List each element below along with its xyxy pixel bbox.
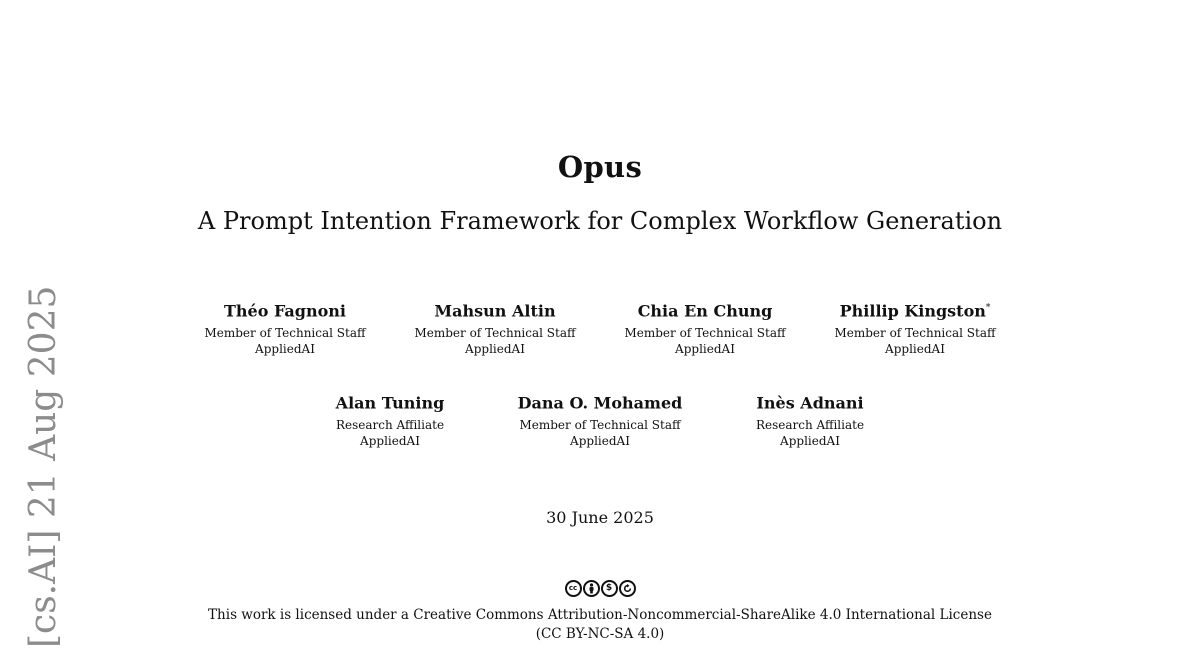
author-affiliation: AppliedAI [885, 342, 945, 357]
author-affiliation: AppliedAI [255, 342, 315, 357]
author-affiliation: AppliedAI [675, 342, 735, 357]
author-role: Member of Technical Staff [204, 326, 366, 341]
cc-license-badges [0, 580, 1200, 597]
sharealike-glyph [622, 583, 633, 594]
author-block [710, 390, 910, 449]
author-name: Inès Adnani [756, 393, 864, 413]
author-block [815, 298, 1015, 357]
author-affiliation: AppliedAI [465, 342, 525, 357]
author-name: Alan Tuning [335, 393, 445, 413]
author-name: Phillip Kingston* [839, 301, 991, 321]
author-block [290, 390, 490, 449]
author-block [605, 298, 805, 357]
author-role: Research Affiliate [335, 418, 445, 433]
author-role: Member of Technical Staff [414, 326, 576, 341]
author-role: Research Affiliate [755, 418, 865, 433]
author-block [185, 298, 385, 357]
author-name: Théo Fagnoni [223, 301, 346, 321]
author-name: Chia En Chung [637, 301, 773, 321]
author-role: Member of Technical Staff [834, 326, 996, 341]
paper-subtitle: A Prompt Intention Framework for Complex Workflow Generation [197, 207, 1003, 235]
arxiv-side-stamp: [cs.AI] 21 Aug 2025 [23, 285, 64, 648]
sharealike-icon [619, 580, 636, 597]
license-text: This work is licensed under a Creative Commons Attribution-Noncommercial-ShareAlike 4.0 International License [208, 607, 992, 623]
author-affiliation: AppliedAI [780, 434, 840, 449]
author-role: Member of Technical Staff [519, 418, 681, 433]
author-affiliation: AppliedAI [570, 434, 630, 449]
corresponding-author-mark: * [985, 303, 991, 313]
publication-date: 30 June 2025 [546, 508, 654, 527]
license-abbrev: (CC BY-NC-SA 4.0) [535, 626, 665, 642]
noncommercial-icon: $ [601, 580, 618, 597]
author-affiliation: AppliedAI [360, 434, 420, 449]
person-glyph [587, 583, 596, 594]
author-role: Member of Technical Staff [624, 326, 786, 341]
license-notice [0, 606, 1200, 644]
author-name: Mahsun Altin [434, 301, 556, 321]
author-name: Dana O. Mohamed [517, 393, 683, 413]
author-block [500, 390, 700, 449]
attribution-icon [583, 580, 600, 597]
cc-icon: cc [565, 580, 582, 597]
paper-title: Opus [557, 150, 643, 184]
author-block [395, 298, 595, 357]
